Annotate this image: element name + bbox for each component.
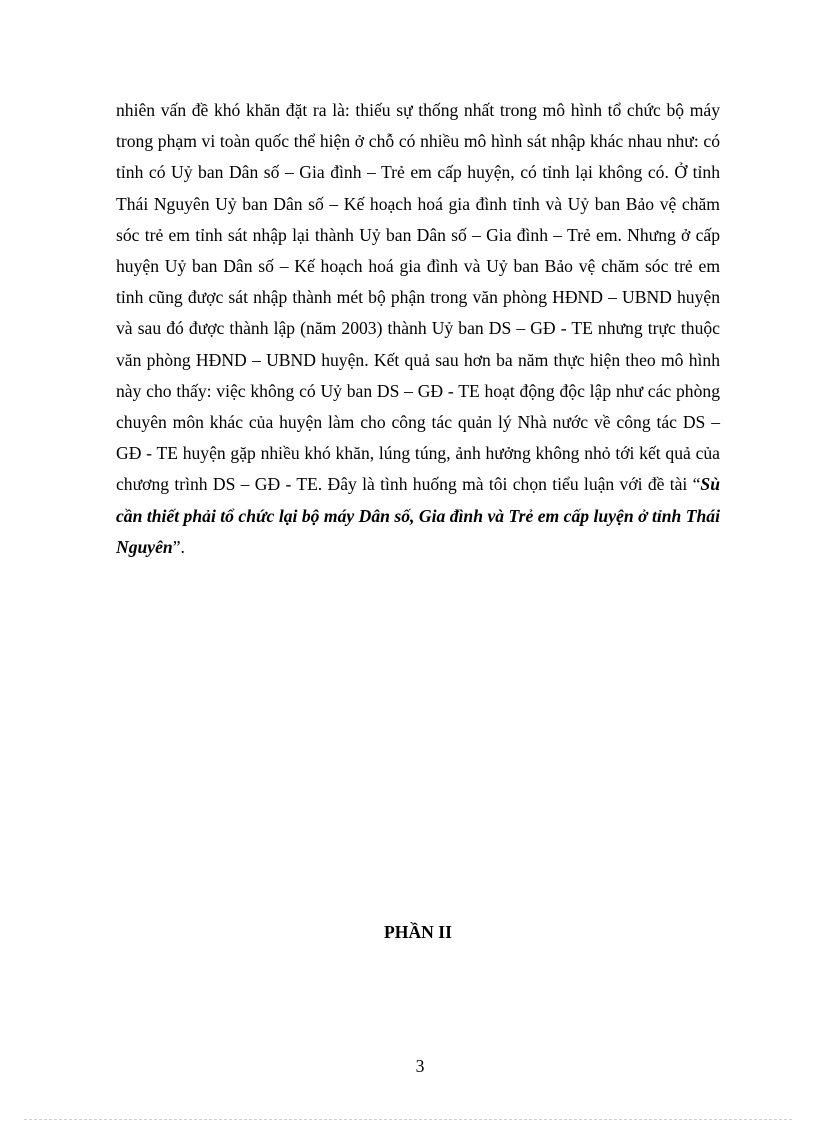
paragraph-closing: ”. bbox=[172, 536, 185, 557]
page-bottom-divider bbox=[24, 1119, 792, 1120]
body-paragraph bbox=[116, 95, 720, 563]
page-number: 3 bbox=[415, 1056, 425, 1076]
paragraph-text: nhiên vấn đề khó khăn đặt ra là: thiếu sự thống nhất trong mô hình tổ chức bộ máy trong phạm vi toàn quốc thể hiện ở chỗ có nhiều mô hình sát nhập khác nhau như: có tỉnh có Uỷ ban Dân số – Gia đình – Trẻ em cấp huyện, có tỉnh lại không có. Ở tỉnh Thái Nguyên Uỷ ban Dân số – Kế hoạch hoá gia đình tỉnh và Uỷ ban Bảo vệ chăm sóc trẻ em tỉnh sát nhập lại thành Uỷ ban Dân số – Gia đình – Trẻ em. Nhưng ở cấp huyện Uỷ ban Dân số – Kế hoạch hoá gia đình và Uỷ ban Bảo vệ chăm sóc trẻ em tỉnh cũng được sát nhập thành mét bộ phận trong văn phòng HĐND – UBND huyện và sau đó được thành lập (năm 2003) thành Uỷ ban DS – GĐ - TE nhưng trực thuộc văn phòng HĐND – UBND huyện. Kết quả sau hơn ba năm thực hiện theo mô hình này cho thấy: việc không có Uỷ ban DS – GĐ - TE hoạt động độc lập như các phòng chuyên môn khác của huyện làm cho công tác quản lý Nhà nước về công tác DS – GĐ - TE huyện gặp nhiều khó khăn, lúng túng, ảnh hưởng không nhỏ tới kết quả của chương trình DS – GĐ - TE. Đây là tình huống mà tôi chọn tiểu luận với đề tài “ bbox=[116, 100, 720, 495]
section-heading: PHẦN II bbox=[384, 922, 452, 942]
thesis-title-emphasis: Sù cần thiết phải tổ chức lại bộ máy Dân số, Gia đình và Trẻ em cấp luyện ở tỉnh Thái Nguyên bbox=[116, 474, 720, 557]
